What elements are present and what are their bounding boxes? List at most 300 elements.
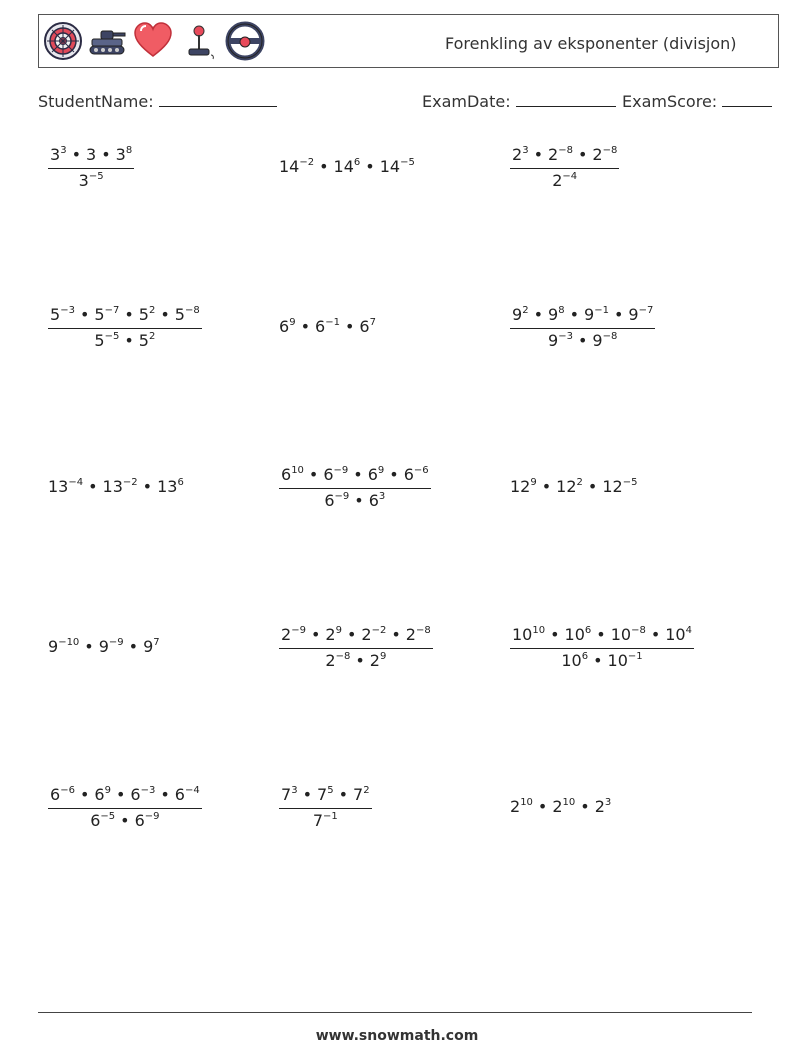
power-term — [404, 465, 429, 484]
term-exponent: −9 — [333, 465, 349, 476]
problem-6 — [510, 305, 655, 350]
term-exponent: −5 — [400, 157, 415, 168]
term-base: 14 — [279, 157, 300, 176]
problem-1 — [48, 145, 134, 190]
student-name-line[interactable] — [159, 93, 277, 107]
problem-11 — [279, 625, 433, 670]
term-base: 5 — [174, 305, 185, 324]
power-term — [602, 477, 637, 496]
power-term — [556, 477, 583, 496]
term-base: 10 — [512, 625, 533, 644]
term-exponent: 3 — [522, 145, 529, 156]
term-base: 9 — [512, 305, 523, 324]
multiply-dot: • — [353, 465, 363, 484]
term-exponent: −5 — [88, 171, 104, 182]
power-term — [353, 785, 370, 804]
denominator — [510, 648, 694, 670]
term-base: 3 — [86, 145, 97, 164]
term-exponent: −9 — [144, 811, 160, 822]
term-base: 2 — [281, 625, 292, 644]
term-base: 5 — [138, 331, 149, 350]
expression — [279, 317, 376, 336]
student-name-label: StudentName: — [38, 92, 154, 111]
joystick-icon — [179, 21, 219, 61]
multiply-dot: • — [355, 651, 365, 670]
term-base: 10 — [610, 625, 632, 644]
exam-date-label: ExamDate: — [422, 92, 511, 111]
footer-divider — [38, 1012, 752, 1013]
multiply-dot: • — [550, 625, 560, 644]
fraction — [48, 305, 202, 350]
multiply-dot: • — [84, 637, 94, 656]
term-base: 2 — [325, 625, 336, 644]
multiply-dot: • — [587, 477, 598, 496]
power-term — [139, 305, 156, 324]
power-term — [94, 305, 119, 324]
power-term — [281, 625, 306, 644]
term-exponent: −10 — [58, 637, 80, 648]
term-exponent: 2 — [148, 331, 156, 342]
power-term — [324, 491, 349, 510]
power-term — [281, 785, 298, 804]
power-term — [315, 317, 340, 336]
term-exponent: −9 — [334, 491, 350, 502]
problem-5 — [279, 317, 376, 336]
term-base: 6 — [130, 785, 141, 804]
tank-icon — [87, 21, 127, 61]
multiply-dot: • — [613, 305, 624, 324]
fraction — [510, 305, 655, 350]
exam-score-field — [622, 92, 772, 111]
term-base: 13 — [157, 477, 178, 496]
multiply-dot: • — [344, 317, 355, 336]
term-base: 6 — [315, 317, 326, 336]
numerator — [279, 625, 433, 648]
denominator — [279, 808, 372, 830]
problem-12 — [510, 625, 694, 670]
term-base: 10 — [561, 651, 582, 670]
power-term — [512, 305, 529, 324]
multiply-dot: • — [391, 625, 401, 644]
term-exponent: 9 — [379, 651, 387, 662]
multiply-dot: • — [593, 651, 603, 670]
power-term — [143, 637, 160, 656]
power-term — [512, 145, 529, 164]
power-term — [611, 625, 646, 644]
power-term — [323, 465, 348, 484]
term-exponent: −4 — [562, 171, 578, 182]
expression — [48, 477, 184, 496]
term-exponent: −4 — [184, 785, 200, 796]
term-base: 9 — [98, 637, 109, 656]
term-exponent: 9 — [335, 625, 342, 636]
problem-10 — [48, 637, 160, 656]
heart-icon — [133, 21, 173, 61]
term-exponent: −2 — [371, 625, 387, 636]
term-base: 6 — [324, 491, 335, 510]
term-base: 14 — [333, 157, 354, 176]
power-term — [116, 145, 133, 164]
expression — [510, 797, 611, 816]
problem-13 — [48, 785, 202, 830]
multiply-dot: • — [124, 305, 134, 324]
power-term — [552, 171, 577, 190]
term-base: 10 — [665, 625, 686, 644]
multiply-dot: • — [541, 477, 552, 496]
power-term — [313, 811, 338, 830]
numerator — [48, 145, 134, 168]
term-base: 14 — [379, 157, 401, 176]
term-exponent: 9 — [104, 785, 111, 796]
term-base: 2 — [405, 625, 416, 644]
power-term — [548, 331, 573, 350]
term-base: 10 — [607, 651, 628, 670]
power-term — [79, 171, 104, 190]
term-exponent: −8 — [335, 651, 351, 662]
multiply-dot: • — [142, 477, 153, 496]
power-term — [130, 785, 155, 804]
term-base: 9 — [548, 331, 559, 350]
term-exponent: 8 — [558, 305, 565, 316]
term-base: 13 — [48, 477, 69, 496]
power-term — [48, 477, 83, 496]
multiply-dot: • — [338, 785, 348, 804]
power-term — [175, 305, 200, 324]
term-exponent: −5 — [622, 477, 638, 488]
power-term — [317, 785, 334, 804]
term-exponent: −4 — [68, 477, 84, 488]
power-term — [99, 637, 124, 656]
numerator — [48, 305, 202, 328]
multiply-dot: • — [101, 145, 111, 164]
term-base: 6 — [90, 811, 101, 830]
power-term — [406, 625, 431, 644]
term-base: 9 — [592, 331, 603, 350]
problem-2 — [279, 157, 415, 176]
power-term — [380, 157, 415, 176]
power-term — [552, 797, 575, 816]
term-exponent: 3 — [604, 797, 612, 808]
numerator — [279, 785, 372, 808]
expression — [279, 157, 415, 176]
denominator — [510, 328, 655, 350]
problem-3 — [510, 145, 619, 190]
fraction — [279, 465, 431, 510]
term-exponent: −1 — [594, 305, 609, 316]
multiply-dot: • — [537, 797, 548, 816]
term-exponent: −8 — [602, 145, 618, 156]
term-exponent: 10 — [520, 797, 533, 808]
power-term — [592, 145, 617, 164]
worksheet-title: Forenkling av eksponenter (divisjon) — [445, 34, 737, 53]
term-exponent: −9 — [108, 637, 124, 648]
term-exponent: 3 — [291, 785, 298, 796]
fraction — [510, 145, 619, 190]
multiply-dot: • — [319, 157, 329, 176]
power-term — [510, 797, 533, 816]
multiply-dot: • — [115, 785, 126, 804]
power-term — [94, 785, 111, 804]
term-base: 2 — [552, 171, 563, 190]
power-term — [548, 145, 573, 164]
multiply-dot: • — [577, 145, 588, 164]
footer-url: www.snowmath.com — [315, 1028, 479, 1044]
term-exponent: 4 — [685, 625, 692, 636]
multiply-dot: • — [79, 785, 90, 804]
multiply-dot: • — [302, 785, 312, 804]
multiply-dot: • — [596, 625, 606, 644]
term-base: 7 — [317, 785, 328, 804]
power-term — [510, 477, 537, 496]
multiply-dot: • — [128, 637, 139, 656]
term-exponent: 3 — [60, 145, 67, 156]
power-term — [157, 477, 184, 496]
power-term — [359, 317, 376, 336]
power-term — [368, 465, 385, 484]
denominator — [48, 808, 202, 830]
term-exponent: −3 — [558, 331, 573, 342]
power-term — [94, 331, 119, 350]
problem-8 — [279, 465, 431, 510]
power-term — [325, 651, 350, 670]
term-exponent: 6 — [177, 477, 184, 488]
term-exponent: −5 — [100, 811, 116, 822]
denominator — [48, 328, 202, 350]
multiply-dot: • — [124, 331, 134, 350]
term-exponent: −7 — [104, 305, 120, 316]
power-term — [361, 625, 386, 644]
multiply-dot: • — [569, 305, 579, 324]
term-exponent: 8 — [125, 145, 133, 156]
power-term — [548, 305, 565, 324]
term-exponent: −5 — [104, 331, 120, 342]
problem-4 — [48, 305, 202, 350]
term-exponent: −8 — [184, 305, 200, 316]
power-term — [281, 465, 304, 484]
term-base: 2 — [594, 797, 605, 816]
student-name-field — [38, 92, 277, 111]
denominator — [279, 488, 431, 510]
power-term — [370, 651, 387, 670]
term-exponent: 2 — [148, 305, 156, 316]
denominator — [48, 168, 134, 190]
term-exponent: 7 — [153, 637, 160, 648]
power-term — [561, 651, 588, 670]
term-base: 2 — [552, 797, 563, 816]
term-base: 9 — [143, 637, 154, 656]
term-base: 6 — [174, 785, 185, 804]
power-term — [584, 305, 609, 324]
term-base: 9 — [548, 305, 559, 324]
exam-score-line[interactable] — [722, 93, 772, 107]
term-base: 9 — [48, 637, 59, 656]
fraction — [48, 785, 202, 830]
power-term — [279, 157, 314, 176]
term-base: 6 — [134, 811, 145, 830]
term-base: 9 — [584, 305, 595, 324]
multiply-dot: • — [308, 465, 319, 484]
term-exponent: 7 — [369, 317, 376, 328]
power-term — [135, 811, 160, 830]
multiply-dot: • — [577, 331, 588, 350]
term-exponent: −9 — [291, 625, 306, 636]
multiply-dot: • — [160, 305, 170, 324]
fraction — [279, 625, 433, 670]
steering-wheel-icon — [225, 21, 265, 61]
multiply-dot: • — [300, 317, 310, 336]
term-base: 2 — [361, 625, 372, 644]
term-base: 5 — [138, 305, 149, 324]
term-exponent: 10 — [291, 465, 304, 476]
term-exponent: −1 — [325, 317, 340, 328]
term-base: 6 — [323, 465, 334, 484]
term-exponent: −3 — [140, 785, 156, 796]
multiply-dot: • — [79, 305, 90, 324]
term-base: 6 — [403, 465, 414, 484]
multiply-dot: • — [71, 145, 81, 164]
term-base: 2 — [510, 797, 521, 816]
term-exponent: 9 — [530, 477, 537, 488]
worksheet-header — [38, 14, 779, 68]
term-exponent: 10 — [562, 797, 576, 808]
term-exponent: 9 — [377, 465, 385, 476]
expression — [510, 477, 637, 496]
power-term — [48, 637, 79, 656]
term-exponent: −8 — [558, 145, 573, 156]
denominator — [510, 168, 619, 190]
term-exponent: −8 — [602, 331, 618, 342]
multiply-dot: • — [310, 625, 321, 644]
term-base: 6 — [368, 491, 379, 510]
power-term — [592, 331, 617, 350]
exam-date-field — [422, 92, 616, 111]
term-base: 5 — [94, 331, 105, 350]
term-exponent: −6 — [413, 465, 429, 476]
power-term — [279, 317, 296, 336]
term-exponent: −6 — [60, 785, 75, 796]
power-term — [50, 785, 75, 804]
dartboard-icon — [43, 21, 83, 61]
term-base: 3 — [78, 171, 89, 190]
term-base: 6 — [367, 465, 378, 484]
term-base: 2 — [512, 145, 523, 164]
term-base: 10 — [564, 625, 585, 644]
power-term — [139, 331, 156, 350]
term-exponent: 5 — [327, 785, 334, 796]
term-exponent: −1 — [323, 811, 338, 822]
term-base: 2 — [548, 145, 559, 164]
numerator — [510, 625, 694, 648]
term-base: 12 — [602, 477, 623, 496]
term-exponent: 3 — [378, 491, 386, 502]
power-term — [90, 811, 115, 830]
term-base: 6 — [279, 317, 290, 336]
power-term — [595, 797, 612, 816]
multiply-dot: • — [120, 811, 130, 830]
term-exponent: −8 — [631, 625, 646, 636]
multiply-dot: • — [533, 305, 543, 324]
term-base: 5 — [94, 305, 105, 324]
term-base: 6 — [94, 785, 105, 804]
term-exponent: 6 — [584, 625, 592, 636]
denominator — [279, 648, 433, 670]
term-base: 7 — [281, 785, 292, 804]
term-base: 7 — [312, 811, 323, 830]
term-exponent: 10 — [532, 625, 546, 636]
fraction — [48, 145, 134, 190]
term-base: 6 — [50, 785, 61, 804]
power-term — [565, 625, 592, 644]
power-term — [334, 157, 361, 176]
power-term — [369, 491, 386, 510]
term-base: 12 — [510, 477, 531, 496]
power-term — [325, 625, 342, 644]
fraction — [279, 785, 372, 830]
term-exponent: 2 — [522, 305, 529, 316]
term-exponent: 9 — [289, 317, 296, 328]
problem-15 — [510, 797, 611, 816]
term-base: 13 — [102, 477, 123, 496]
multiply-dot: • — [354, 491, 364, 510]
term-exponent: −8 — [415, 625, 431, 636]
exam-score-label: ExamScore: — [622, 92, 718, 111]
term-base: 2 — [369, 651, 380, 670]
term-base: 2 — [592, 145, 603, 164]
term-exponent: −2 — [299, 157, 315, 168]
term-base: 3 — [115, 145, 126, 164]
problem-9 — [510, 477, 637, 496]
power-term — [50, 305, 75, 324]
term-base: 5 — [50, 305, 61, 324]
power-term — [50, 145, 67, 164]
term-base: 9 — [628, 305, 639, 324]
problem-14 — [279, 785, 372, 830]
multiply-dot: • — [580, 797, 590, 816]
term-exponent: 2 — [363, 785, 370, 796]
multiply-dot: • — [389, 465, 399, 484]
power-term — [103, 477, 138, 496]
numerator — [279, 465, 431, 488]
multiply-dot: • — [650, 625, 661, 644]
term-exponent: 6 — [581, 651, 589, 662]
numerator — [510, 305, 655, 328]
fraction — [510, 625, 694, 670]
power-term — [628, 305, 653, 324]
numerator — [48, 785, 202, 808]
term-exponent: 2 — [576, 477, 583, 488]
problem-7 — [48, 477, 184, 496]
power-term — [512, 625, 545, 644]
term-base: 7 — [353, 785, 364, 804]
term-base: 6 — [281, 465, 292, 484]
power-term — [665, 625, 692, 644]
power-term — [608, 651, 643, 670]
numerator — [510, 145, 619, 168]
term-base: 12 — [556, 477, 577, 496]
exam-date-line[interactable] — [516, 93, 616, 107]
term-base: 3 — [50, 145, 61, 164]
power-term — [175, 785, 200, 804]
multiply-dot: • — [533, 145, 543, 164]
multiply-dot: • — [160, 785, 170, 804]
term-base: 6 — [359, 317, 370, 336]
multiply-dot: • — [365, 157, 375, 176]
term-exponent: −1 — [627, 651, 643, 662]
term-base: 2 — [325, 651, 336, 670]
term-exponent: 6 — [353, 157, 361, 168]
term-exponent: −7 — [638, 305, 654, 316]
expression — [48, 637, 160, 656]
